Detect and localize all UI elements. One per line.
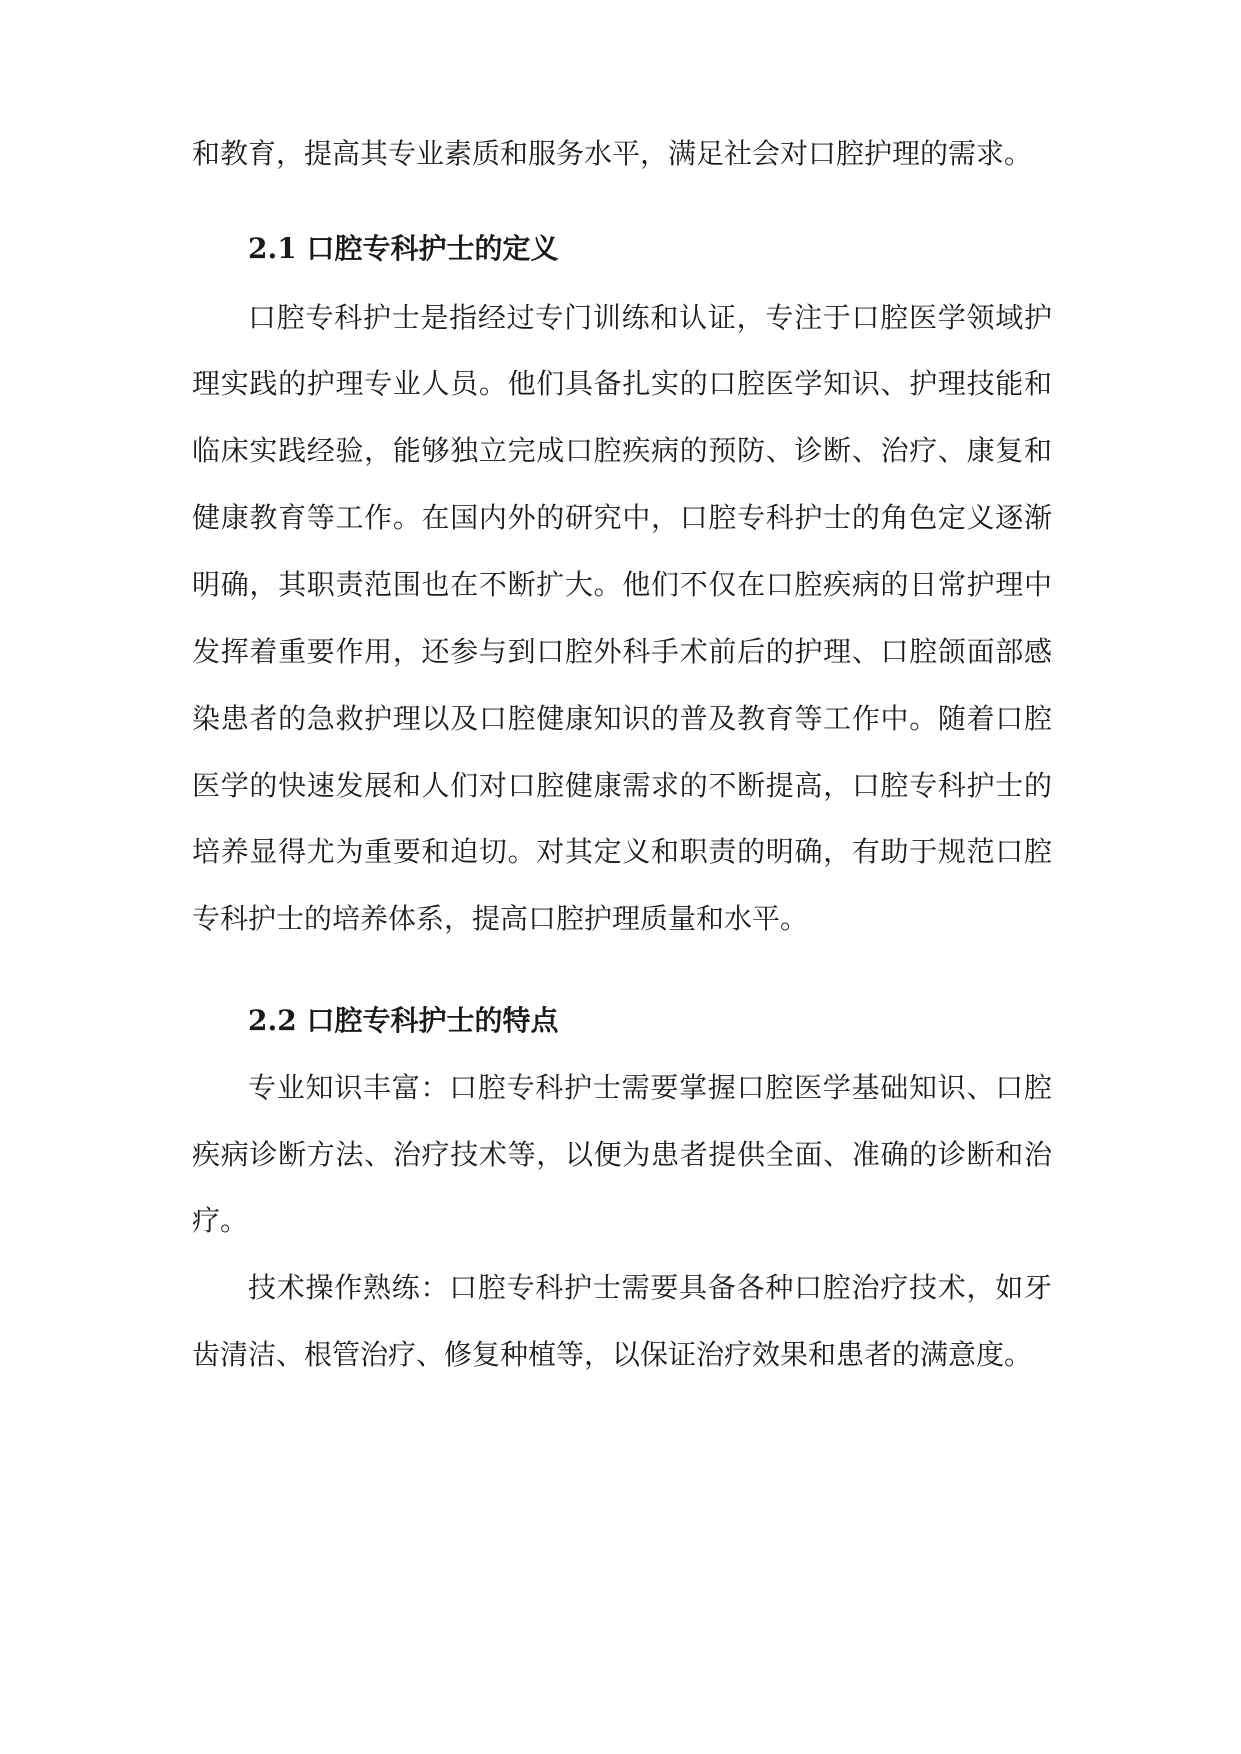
paragraph-line: 临床实践经验，能够独立完成口腔疾病的预防、诊断、治疗、康复和 [192, 434, 1052, 467]
paragraph-line: 专科护士的培养体系，提高口腔护理质量和水平。 [192, 902, 809, 935]
intro-line: 和教育，提高其专业素质和服务水平，满足社会对口腔护理的需求。 [192, 137, 1033, 170]
paragraph-line: 疗。 [192, 1204, 249, 1237]
section-heading-2-2: 2.2 口腔专科护士的特点 [248, 1004, 559, 1037]
paragraph-line: 技术操作熟练：口腔专科护士需要具备各种口腔治疗技术，如牙 [248, 1271, 1052, 1304]
paragraph-line: 医学的快速发展和人们对口腔健康需求的不断提高，口腔专科护士的 [192, 769, 1052, 802]
paragraph-line: 发挥着重要作用，还参与到口腔外科手术前后的护理、口腔颌面部感 [192, 635, 1052, 668]
paragraph-line: 培养显得尤为重要和迫切。对其定义和职责的明确，有助于规范口腔 [192, 835, 1052, 868]
paragraph-line: 疾病诊断方法、治疗技术等，以便为患者提供全面、准确的诊断和治 [192, 1138, 1052, 1171]
section-heading-2-1: 2.1 口腔专科护士的定义 [248, 232, 559, 265]
paragraph-line: 齿清洁、根管治疗、修复种植等，以保证治疗效果和患者的满意度。 [192, 1338, 1033, 1371]
paragraph-line: 染患者的急救护理以及口腔健康知识的普及教育等工作中。随着口腔 [192, 702, 1052, 735]
paragraph-line: 理实践的护理专业人员。他们具备扎实的口腔医学知识、护理技能和 [192, 367, 1052, 400]
paragraph-line: 口腔专科护士是指经过专门训练和认证，专注于口腔医学领域护 [248, 301, 1052, 334]
paragraph-line: 健康教育等工作。在国内外的研究中，口腔专科护士的角色定义逐渐 [192, 501, 1052, 534]
paragraph-line: 明确，其职责范围也在不断扩大。他们不仅在口腔疾病的日常护理中 [192, 568, 1052, 601]
paragraph-line: 专业知识丰富：口腔专科护士需要掌握口腔医学基础知识、口腔 [248, 1071, 1052, 1104]
